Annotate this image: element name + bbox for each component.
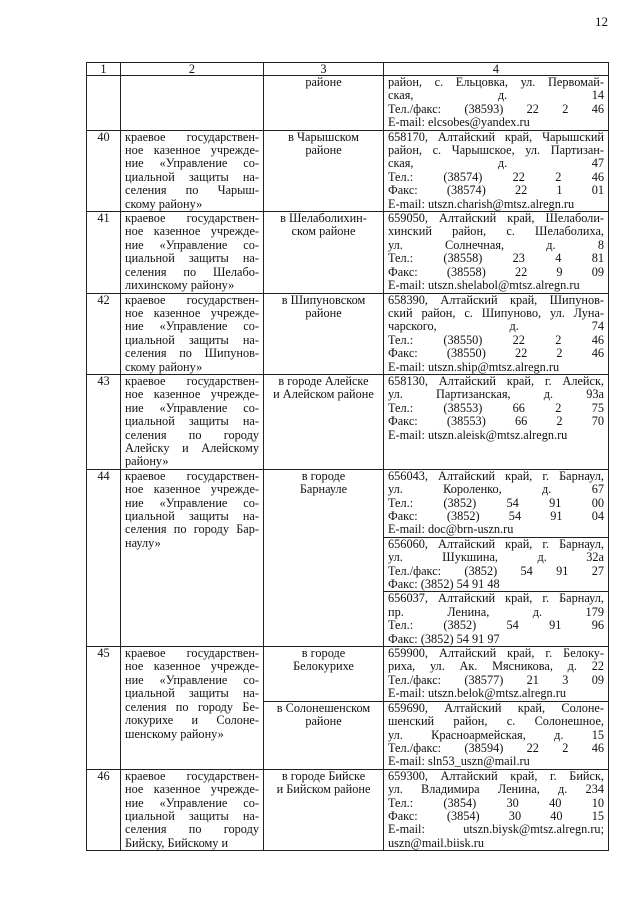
text-line: ул. Шукшина, д. 32а — [388, 550, 604, 565]
column-header: 1 — [87, 63, 121, 76]
text-line: 656037, Алтайский край, г. Барнаул, — [388, 591, 604, 606]
text-line: Бийску, Бийскому и — [125, 835, 229, 850]
text-line: 659900, Алтайский край, г. Белоку- — [388, 646, 604, 661]
text-line: ние «Управление со- — [125, 495, 259, 510]
district — [264, 647, 384, 702]
text-line: скому району» — [125, 359, 203, 374]
text-line: ул. Партизанская, д. 93а — [388, 387, 604, 402]
text-line: Тел.: (3854) 30 40 10 — [388, 795, 604, 810]
text-line: Факс: (3852) 54 91 48 — [388, 577, 500, 592]
address — [384, 374, 609, 469]
text-line: циальной защиты на- — [125, 808, 259, 823]
table-row — [87, 76, 609, 131]
page-number: 12 — [595, 14, 608, 29]
text-line: ное казенное учрежде- — [125, 482, 259, 497]
text-line: ное казенное учрежде- — [125, 224, 259, 239]
text-line: ние «Управление со- — [125, 237, 259, 252]
institution-name — [121, 647, 264, 770]
column-header: 3 — [264, 63, 384, 76]
text-line: в городе Алейске — [278, 373, 369, 388]
text-line: селения по городу Бе- — [125, 699, 259, 714]
row-number: 41 — [87, 212, 121, 293]
table-row — [87, 212, 609, 293]
text-line: ние «Управление со- — [125, 672, 259, 687]
text-line: районе — [305, 75, 342, 89]
row-number: 45 — [87, 647, 121, 770]
text-line: E-mail: utszn.belok@mtsz.alregn.ru — [388, 686, 566, 701]
address — [384, 769, 609, 850]
text-line: Факс: (3852) 54 91 97 — [388, 631, 500, 646]
text-line: E-mail: sln53_uszn@mail.ru — [388, 754, 530, 769]
text-line: Факс: (38558) 22 9 09 — [388, 264, 604, 279]
text-line: хинский район, с. Шелаболиха, — [388, 224, 604, 239]
district — [264, 293, 384, 374]
district — [264, 130, 384, 211]
text-line: районе — [305, 714, 342, 729]
text-line: циальной защиты на- — [125, 332, 259, 347]
text-line: ский район, с. Шипуново, ул. Луна- — [388, 305, 604, 320]
text-line: Тел./факс: (38593) 22 2 46 — [388, 101, 604, 116]
text-line: E-mail: utszn.biysk@mtsz.alregn.ru; — [388, 822, 604, 837]
table-row — [87, 293, 609, 374]
text-line: ние «Управление со- — [125, 400, 259, 415]
text-line: в городе Бийске — [281, 768, 366, 783]
text-line: район, с. Ельцовка, ул. Первомай- — [388, 75, 604, 89]
text-line: ул. Красноармейская, д. 15 — [388, 727, 604, 742]
text-line: наулу» — [125, 535, 161, 550]
text-line: Барнауле — [299, 482, 348, 497]
text-line: шенскому району» — [125, 726, 224, 741]
text-line: E-mail: utszn.shelabol@mtsz.alregn.ru — [388, 278, 580, 293]
row-number — [87, 76, 121, 131]
text-line: ние «Управление со- — [125, 795, 259, 810]
text-line: E-mail: utszn.aleisk@mtsz.alregn.ru — [388, 427, 568, 442]
text-line: Факс: (38553) 66 2 70 — [388, 414, 604, 429]
district — [264, 769, 384, 850]
address — [384, 293, 609, 374]
institution-name — [121, 76, 264, 131]
text-line: ул. Владимира Ленина, д. 234 — [388, 782, 604, 797]
text-line: ное казенное учрежде- — [125, 782, 259, 797]
address — [384, 537, 609, 592]
text-line: чарского, д. 74 — [388, 319, 604, 334]
text-line: риха, ул. Ак. Мясникова, д. 22 — [388, 659, 604, 674]
text-line: Факс: (38574) 22 1 01 — [388, 183, 604, 198]
text-line: район, с. Чарышское, ул. Партизан- — [388, 143, 604, 158]
text-line: E-mail: doc@brn-uszn.ru — [388, 522, 514, 537]
institution-name — [121, 212, 264, 293]
address — [384, 76, 609, 131]
institution-name — [121, 293, 264, 374]
district — [264, 76, 384, 131]
text-line: районе — [305, 305, 342, 320]
text-line: Алейску и Алейскому — [125, 440, 259, 455]
text-line: 658390, Алтайский край, Шипунов- — [388, 292, 604, 307]
table-header-row — [87, 63, 609, 76]
text-line: ное казенное учрежде- — [125, 143, 259, 158]
text-line: Факс: (38550) 22 2 46 — [388, 346, 604, 361]
institution-name — [121, 374, 264, 469]
text-line: району» — [125, 454, 169, 469]
text-line: локурихе и Солоне- — [125, 713, 259, 728]
text-line: в Солонешенском — [276, 700, 371, 715]
table-row — [87, 130, 609, 211]
text-line: и Алейском районе — [273, 387, 374, 402]
text-line: Тел.: (38558) 23 4 81 — [388, 251, 604, 266]
text-line: ском районе — [291, 224, 356, 239]
institution-name — [121, 769, 264, 850]
institution-name — [121, 130, 264, 211]
table-row — [87, 374, 609, 469]
district — [264, 374, 384, 469]
text-line: Тел./факс: (38577) 21 3 09 — [388, 672, 604, 687]
text-line: циальной защиты на- — [125, 251, 259, 266]
text-line: Тел.: (38550) 22 2 46 — [388, 332, 604, 347]
text-line: 656060, Алтайский край, г. Барнаул, — [388, 536, 604, 551]
text-line: лихинскому району» — [125, 278, 235, 293]
institution-name — [121, 469, 264, 646]
text-line: и Бийском районе — [276, 782, 371, 797]
text-line: E-mail: utszn.ship@mtsz.alregn.ru — [388, 359, 560, 374]
text-line: Тел./факс: (38594) 22 2 46 — [388, 740, 604, 755]
text-line: краевое государствен- — [125, 468, 259, 483]
text-line: краевое государствен- — [125, 373, 259, 388]
text-line: E-mail: utszn.charish@mtsz.alregn.ru — [388, 196, 575, 211]
text-line: циальной защиты на- — [125, 169, 259, 184]
text-line: Факс: (3852) 54 91 04 — [388, 509, 604, 523]
text-line: селения по городу — [125, 822, 259, 837]
table-row — [87, 469, 609, 537]
text-line: 659300, Алтайский край, г. Бийск, — [388, 768, 604, 783]
text-line: краевое государствен- — [125, 129, 259, 144]
district — [264, 469, 384, 646]
text-line: пр. Ленина, д. 179 — [388, 604, 604, 619]
row-number: 40 — [87, 130, 121, 211]
text-line: 658170, Алтайский край, Чарышский — [388, 129, 604, 144]
text-line: uszn@mail.biisk.ru — [388, 835, 485, 850]
text-line: Белокурихе — [293, 659, 354, 674]
text-line: в Шипуновском — [281, 292, 366, 307]
text-line: селения по Шелабо- — [125, 264, 259, 279]
text-line: краевое государствен- — [125, 211, 259, 226]
text-line: краевое государствен- — [125, 292, 259, 307]
text-line: Тел.: (38574) 22 2 46 — [388, 169, 604, 184]
row-number: 43 — [87, 374, 121, 469]
text-line: циальной защиты на- — [125, 686, 259, 701]
table-row — [87, 647, 609, 702]
text-line: E-mail: elcsobes@yandex.ru — [388, 115, 530, 130]
text-line: ул. Солнечная, д. 8 — [388, 237, 604, 252]
text-line: циальной защиты на- — [125, 509, 259, 523]
text-line: ное казенное учрежде- — [125, 659, 259, 674]
table-row — [87, 769, 609, 850]
text-line: в Шелаболихин- — [280, 211, 367, 226]
text-line: ул. Короленко, д. 67 — [388, 482, 604, 497]
text-line: шенский район, с. Солонешное, — [388, 714, 604, 729]
address — [384, 701, 609, 769]
text-line: 659690, Алтайский край, Солоне- — [388, 700, 604, 715]
text-line: селения по Чарыш- — [125, 183, 259, 198]
text-line: краевое государствен- — [125, 646, 259, 661]
text-line: селения по городу Бар- — [125, 522, 259, 537]
text-line: ное казенное учрежде- — [125, 305, 259, 320]
text-line: Тел./факс: (3852) 54 91 27 — [388, 563, 604, 578]
text-line: 658130, Алтайский край, г. Алейск, — [388, 373, 604, 388]
text-line: 659050, Алтайский край, Шелаболи- — [388, 211, 604, 226]
text-line: ская, д. 14 — [388, 88, 604, 103]
text-line: селения по Шипунов- — [125, 346, 259, 361]
address — [384, 212, 609, 293]
text-line: ская, д. 47 — [388, 156, 604, 171]
column-header: 2 — [121, 63, 264, 76]
district — [264, 701, 384, 769]
text-line: ние «Управление со- — [125, 156, 259, 171]
text-line: в Чарышском — [288, 129, 359, 144]
text-line: краевое государствен- — [125, 768, 259, 783]
row-number: 42 — [87, 293, 121, 374]
text-line: Тел.: (3852) 54 91 00 — [388, 495, 604, 510]
column-header: 4 — [384, 63, 609, 76]
address — [384, 592, 609, 647]
text-line: скому району» — [125, 196, 203, 211]
text-line: ное казенное учрежде- — [125, 387, 259, 402]
row-number: 44 — [87, 469, 121, 646]
text-line: 656043, Алтайский край, г. Барнаул, — [388, 468, 604, 483]
text-line: в городе — [301, 646, 346, 661]
text-line: в городе — [301, 468, 346, 483]
text-line: Тел.: (3852) 54 91 96 — [388, 618, 604, 633]
address — [384, 647, 609, 702]
text-line: ние «Управление со- — [125, 319, 259, 334]
address — [384, 469, 609, 537]
text-line: циальной защиты на- — [125, 414, 259, 429]
text-line: Факс: (3854) 30 40 15 — [388, 808, 604, 823]
district — [264, 212, 384, 293]
address — [384, 130, 609, 211]
institutions-table — [86, 62, 609, 851]
row-number: 46 — [87, 769, 121, 850]
text-line: Тел.: (38553) 66 2 75 — [388, 400, 604, 415]
text-line: районе — [305, 143, 342, 158]
text-line: селения по городу — [125, 427, 259, 442]
